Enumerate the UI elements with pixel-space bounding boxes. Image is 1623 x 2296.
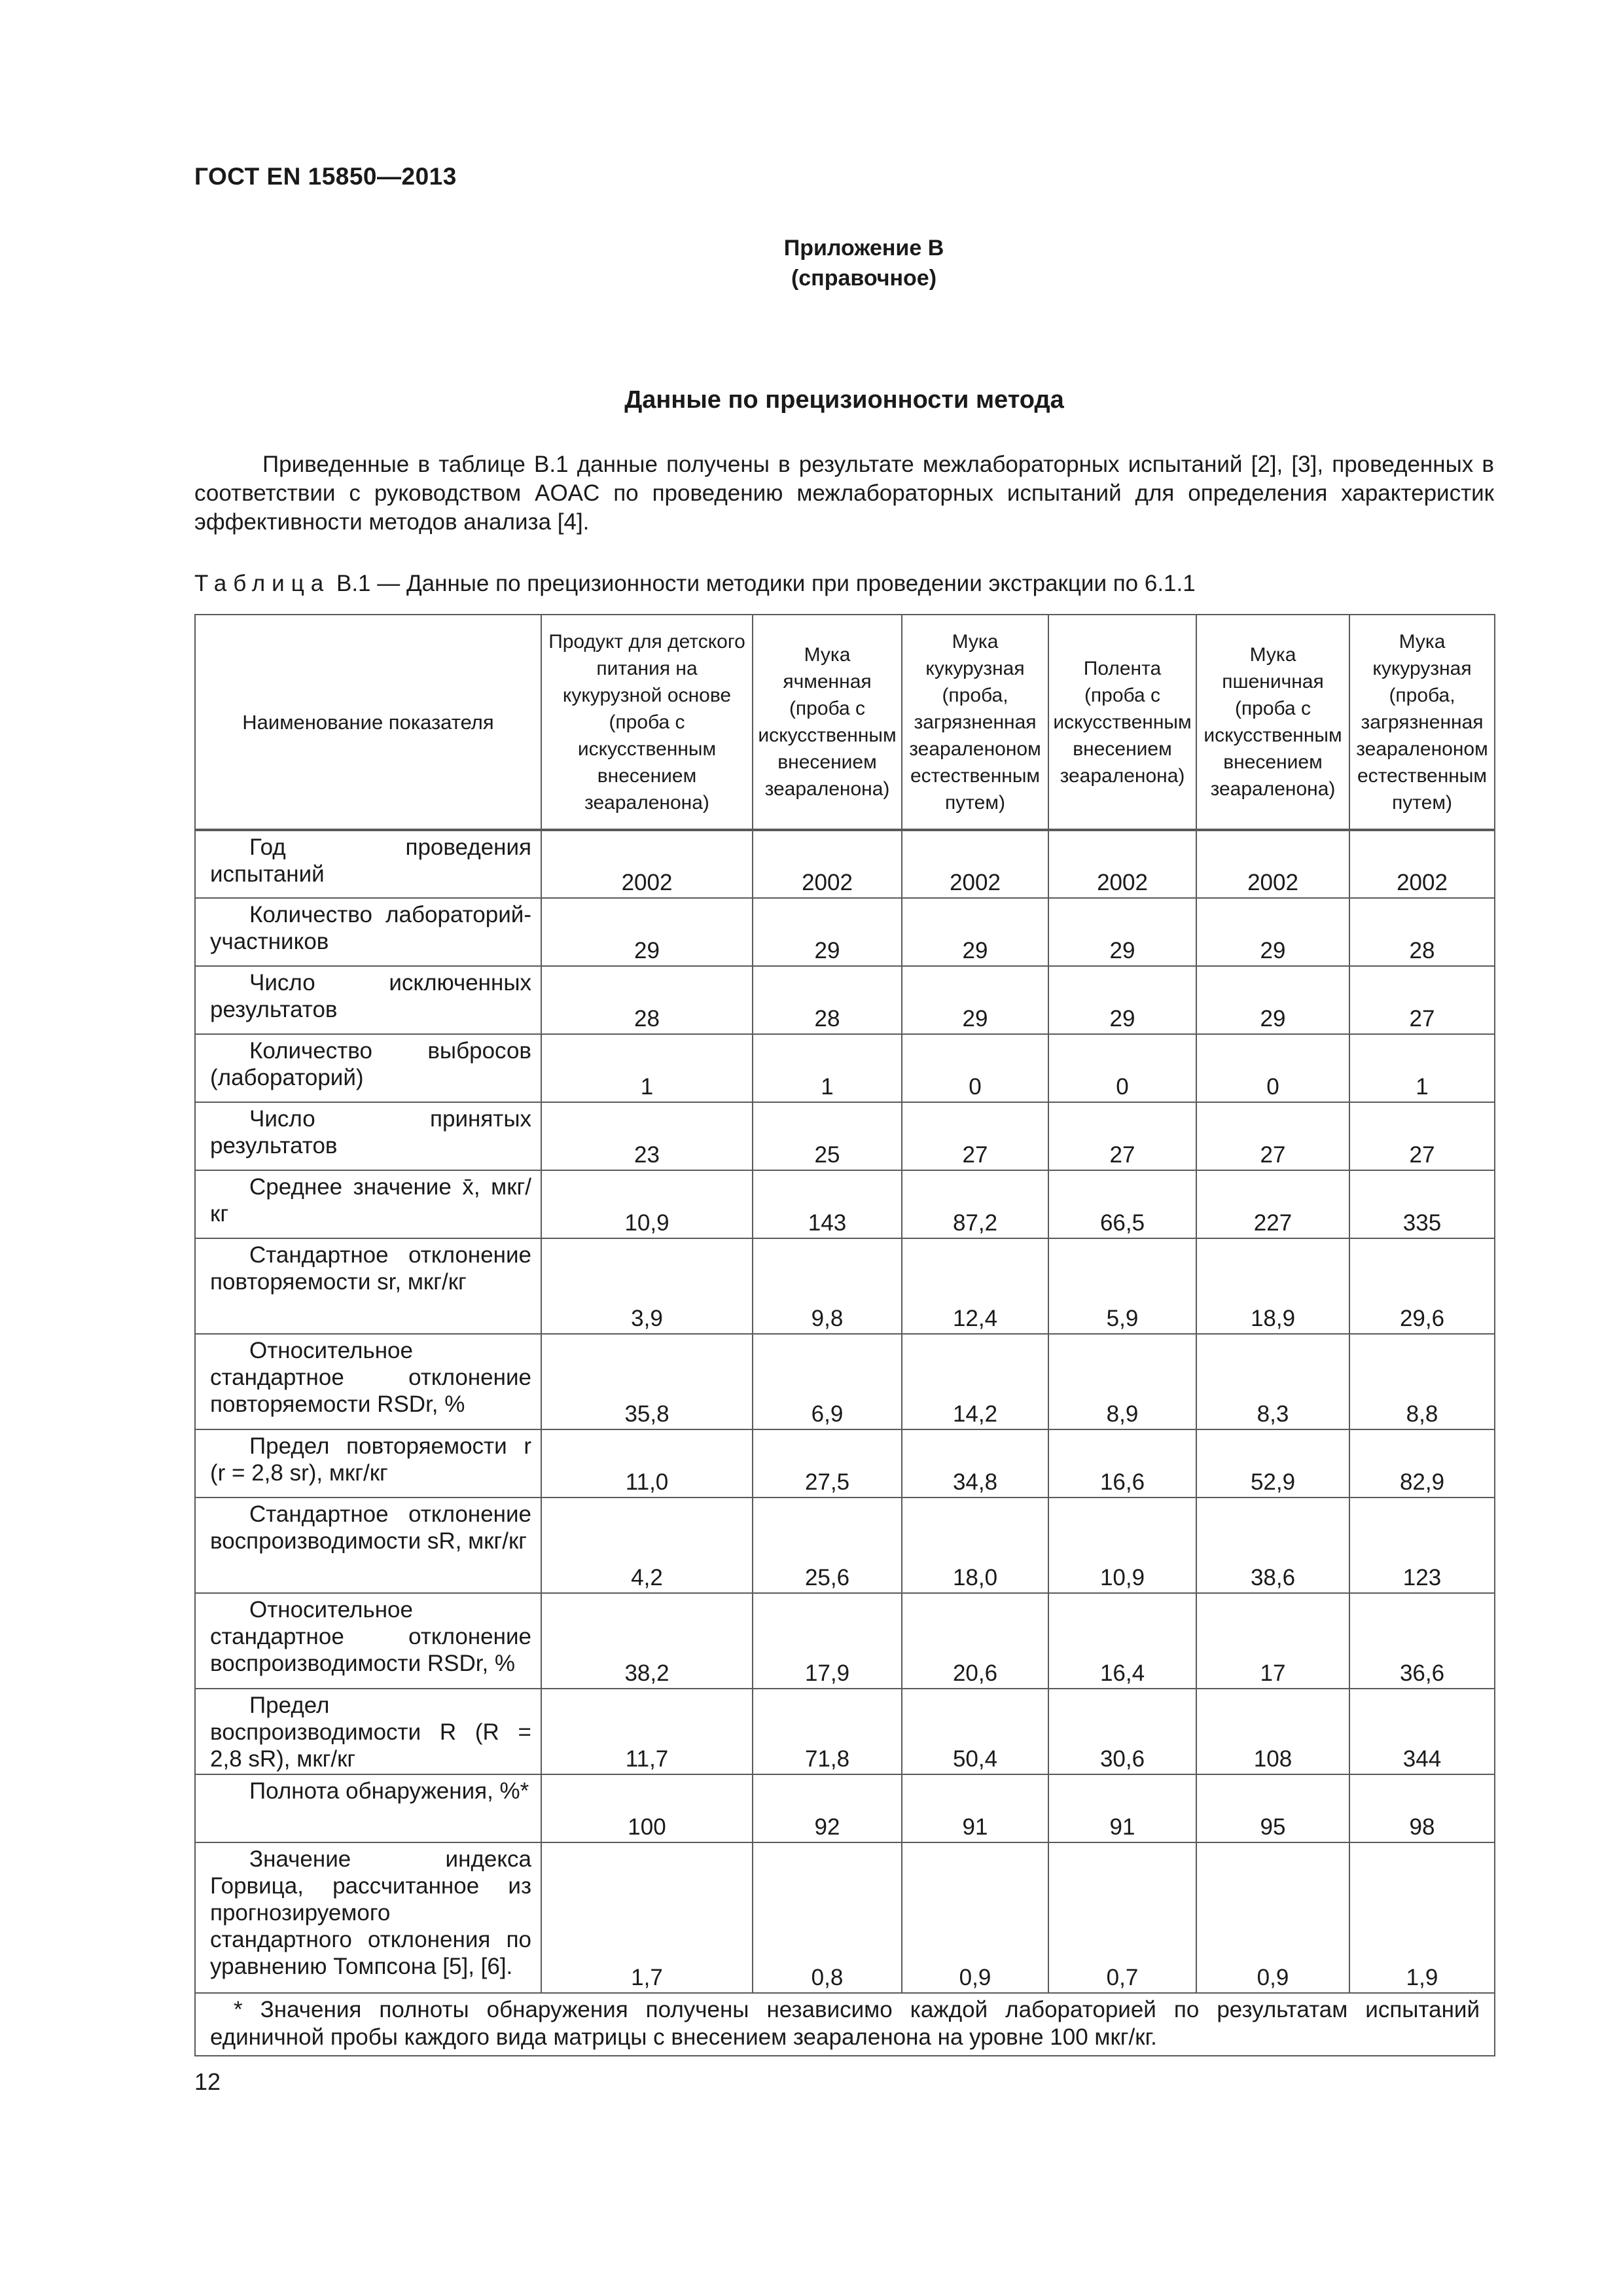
- value-cell: 17,9: [753, 1593, 902, 1689]
- value-cell: 38,2: [541, 1593, 753, 1689]
- table-row: [195, 1498, 1495, 1593]
- value-cell: 227: [1196, 1170, 1349, 1238]
- value-cell: 50,4: [902, 1689, 1048, 1774]
- value-cell: 1: [1349, 1034, 1495, 1102]
- value-cell: 52,9: [1196, 1429, 1349, 1498]
- column-header: Мука кукурузная (проба, загрязненная зеараленоном естественным путем): [1349, 615, 1495, 830]
- row-label: Значение индекса Горвица, рассчитанное из прогнозируемого стандартного отклонения по уравнению Томпсона [5], [6].: [210, 1846, 531, 1979]
- table-row: [195, 1689, 1495, 1774]
- value-cell: 91: [902, 1774, 1048, 1842]
- value-cell: 0: [1196, 1034, 1349, 1102]
- row-label: Предел повторяемости r (r = 2,8 sr), мкг/кг: [210, 1433, 531, 1486]
- row-label-cell: [195, 1498, 541, 1593]
- page-number: 12: [194, 2068, 221, 2095]
- value-cell: 25,6: [753, 1498, 902, 1593]
- table-caption: [194, 571, 1196, 597]
- value-cell: 3,9: [541, 1238, 753, 1334]
- value-cell: 27: [1196, 1102, 1349, 1170]
- column-header: Полента (проба с искусственным внесением зеараленона): [1048, 615, 1196, 830]
- value-cell: 29: [1048, 898, 1196, 966]
- value-cell: 16,4: [1048, 1593, 1196, 1689]
- row-label-cell: [195, 1689, 541, 1774]
- value-cell: 29: [1196, 966, 1349, 1034]
- row-label: Предел воспроизводимости R (R = 2,8 sR), мкг/кг: [210, 1693, 531, 1772]
- value-cell: 34,8: [902, 1429, 1048, 1498]
- value-cell: 0: [902, 1034, 1048, 1102]
- row-label-cell: [195, 1034, 541, 1102]
- value-cell: 11,0: [541, 1429, 753, 1498]
- value-cell: 30,6: [1048, 1689, 1196, 1774]
- table-footnote-row: [195, 1993, 1495, 2056]
- value-cell: 82,9: [1349, 1429, 1495, 1498]
- value-cell: 29: [902, 966, 1048, 1034]
- row-label: Количество выбросов (лабораторий): [210, 1038, 531, 1090]
- value-cell: 28: [753, 966, 902, 1034]
- row-label-cell: [195, 1774, 541, 1842]
- value-cell: 100: [541, 1774, 753, 1842]
- table-row: [195, 1842, 1495, 1993]
- value-cell: 10,9: [541, 1170, 753, 1238]
- table-row: [195, 1238, 1495, 1334]
- value-cell: 8,3: [1196, 1334, 1349, 1429]
- row-label: Полнота обнаружения, %*: [249, 1778, 529, 1804]
- column-header: Мука пшеничная (проба с искусственным внесением зеараленона): [1196, 615, 1349, 830]
- value-cell: 25: [753, 1102, 902, 1170]
- row-label-cell: [195, 1429, 541, 1498]
- row-label-cell: [195, 1102, 541, 1170]
- value-cell: 27: [902, 1102, 1048, 1170]
- table-row: [195, 1102, 1495, 1170]
- value-cell: 29: [902, 898, 1048, 966]
- row-label: Относительное стандартное отклонение воспроизводимости RSDr, %: [210, 1597, 531, 1676]
- value-cell: 0,9: [902, 1842, 1048, 1993]
- section-title: [194, 386, 1494, 414]
- column-header: Продукт для детского питания на кукурузной основе (проба с искусственным внесением зеараленона): [541, 615, 753, 830]
- row-label: Стандартное отклонение воспроизводимости sR, мкг/кг: [210, 1501, 531, 1554]
- section-title-text: Данные по прецизионности метода: [624, 386, 1064, 414]
- table-footnote: [195, 1993, 1495, 2056]
- value-cell: 12,4: [902, 1238, 1048, 1334]
- value-cell: 10,9: [1048, 1498, 1196, 1593]
- value-cell: 36,6: [1349, 1593, 1495, 1689]
- table-row: [195, 1774, 1495, 1842]
- value-cell: 4,2: [541, 1498, 753, 1593]
- value-cell: 344: [1349, 1689, 1495, 1774]
- row-label: Год проведения испытаний: [210, 834, 531, 887]
- value-cell: 17: [1196, 1593, 1349, 1689]
- table-row: [195, 1593, 1495, 1689]
- value-cell: 16,6: [1048, 1429, 1196, 1498]
- appendix-label: Приложение В: [783, 236, 944, 260]
- column-header: Мука кукурузная (проба, загрязненная зеараленоном естественным путем): [902, 615, 1048, 830]
- value-cell: 27: [1349, 966, 1495, 1034]
- value-cell: 29: [541, 898, 753, 966]
- row-label-cell: [195, 898, 541, 966]
- value-cell: 27,5: [753, 1429, 902, 1498]
- value-cell: 28: [1349, 898, 1495, 966]
- value-cell: 18,9: [1196, 1238, 1349, 1334]
- value-cell: 1,9: [1349, 1842, 1495, 1993]
- row-label: Среднее значение x̄, мкг/кг: [210, 1174, 531, 1227]
- value-cell: 108: [1196, 1689, 1349, 1774]
- value-cell: 2002: [1196, 830, 1349, 898]
- footnote-text: * Значения полноты обнаружения получены независимо каждой лабораторией по результатам испытаний единичной пробы каждого вида матрицы с внесением зеараленона на уровне 100 мкг/кг.: [210, 1997, 1480, 2050]
- value-cell: 2002: [1349, 830, 1495, 898]
- table-caption-label: Таблица: [194, 571, 330, 596]
- value-cell: 1: [753, 1034, 902, 1102]
- row-label: Число принятых результатов: [210, 1106, 531, 1158]
- value-cell: 8,8: [1349, 1334, 1495, 1429]
- value-cell: 1,7: [541, 1842, 753, 1993]
- standard-header: ГОСТ EN 15850—2013: [194, 163, 457, 190]
- value-cell: 14,2: [902, 1334, 1048, 1429]
- value-cell: 20,6: [902, 1593, 1048, 1689]
- table-row: [195, 898, 1495, 966]
- value-cell: 27: [1349, 1102, 1495, 1170]
- value-cell: 6,9: [753, 1334, 902, 1429]
- value-cell: 29: [753, 898, 902, 966]
- table-row: [195, 1170, 1495, 1238]
- table-row: [195, 830, 1495, 898]
- row-label: Стандартное отклонение повторяемости sr, мкг/кг: [210, 1242, 531, 1295]
- value-cell: 92: [753, 1774, 902, 1842]
- value-cell: 5,9: [1048, 1238, 1196, 1334]
- intro-paragraph: Приведенные в таблице В.1 данные получены в результате межлабораторных испытаний [2], [3], проведенных в соответствии с руководством AOAC по проведению межлабораторных испытаний для определения характеристик эффективности методов анализа [4].: [194, 452, 1494, 535]
- row-label-cell: [195, 1238, 541, 1334]
- row-label-cell: [195, 1842, 541, 1993]
- value-cell: 2002: [1048, 830, 1196, 898]
- table-row: [195, 1034, 1495, 1102]
- value-cell: 11,7: [541, 1689, 753, 1774]
- table-header-row: [195, 615, 1495, 830]
- table-caption-text: В.1 — Данные по прецизионности методики при проведении экстракции по 6.1.1: [336, 571, 1196, 596]
- appendix-heading: [694, 233, 1034, 293]
- value-cell: 2002: [541, 830, 753, 898]
- row-label: Относительное стандартное отклонение повторяемости RSDr, %: [210, 1338, 531, 1417]
- value-cell: 0,8: [753, 1842, 902, 1993]
- value-cell: 38,6: [1196, 1498, 1349, 1593]
- value-cell: 8,9: [1048, 1334, 1196, 1429]
- value-cell: 29: [1196, 898, 1349, 966]
- value-cell: 335: [1349, 1170, 1495, 1238]
- value-cell: 35,8: [541, 1334, 753, 1429]
- value-cell: 91: [1048, 1774, 1196, 1842]
- table-row: [195, 1429, 1495, 1498]
- value-cell: 143: [753, 1170, 902, 1238]
- value-cell: 95: [1196, 1774, 1349, 1842]
- value-cell: 29: [1048, 966, 1196, 1034]
- value-cell: 0: [1048, 1034, 1196, 1102]
- row-label-cell: [195, 966, 541, 1034]
- row-label-cell: [195, 1593, 541, 1689]
- row-label-cell: [195, 830, 541, 898]
- value-cell: 0,7: [1048, 1842, 1196, 1993]
- value-cell: 98: [1349, 1774, 1495, 1842]
- value-cell: 2002: [902, 830, 1048, 898]
- row-label: Количество лабораторий-участников: [210, 902, 531, 954]
- row-label: Число исключенных результатов: [210, 970, 531, 1022]
- appendix-type: (справочное): [791, 266, 937, 291]
- table-row: [195, 966, 1495, 1034]
- value-cell: 2002: [753, 830, 902, 898]
- column-header: Наименование показателя: [195, 615, 541, 830]
- value-cell: 18,0: [902, 1498, 1048, 1593]
- precision-table: [194, 614, 1495, 2056]
- value-cell: 1: [541, 1034, 753, 1102]
- value-cell: 87,2: [902, 1170, 1048, 1238]
- value-cell: 66,5: [1048, 1170, 1196, 1238]
- value-cell: 27: [1048, 1102, 1196, 1170]
- row-label-cell: [195, 1334, 541, 1429]
- row-label-cell: [195, 1170, 541, 1238]
- value-cell: 123: [1349, 1498, 1495, 1593]
- value-cell: 28: [541, 966, 753, 1034]
- value-cell: 29,6: [1349, 1238, 1495, 1334]
- value-cell: 71,8: [753, 1689, 902, 1774]
- column-header: Мука ячменная (проба с искусственным внесением зеараленона): [753, 615, 902, 830]
- table-row: [195, 1334, 1495, 1429]
- value-cell: 0,9: [1196, 1842, 1349, 1993]
- value-cell: 9,8: [753, 1238, 902, 1334]
- value-cell: 23: [541, 1102, 753, 1170]
